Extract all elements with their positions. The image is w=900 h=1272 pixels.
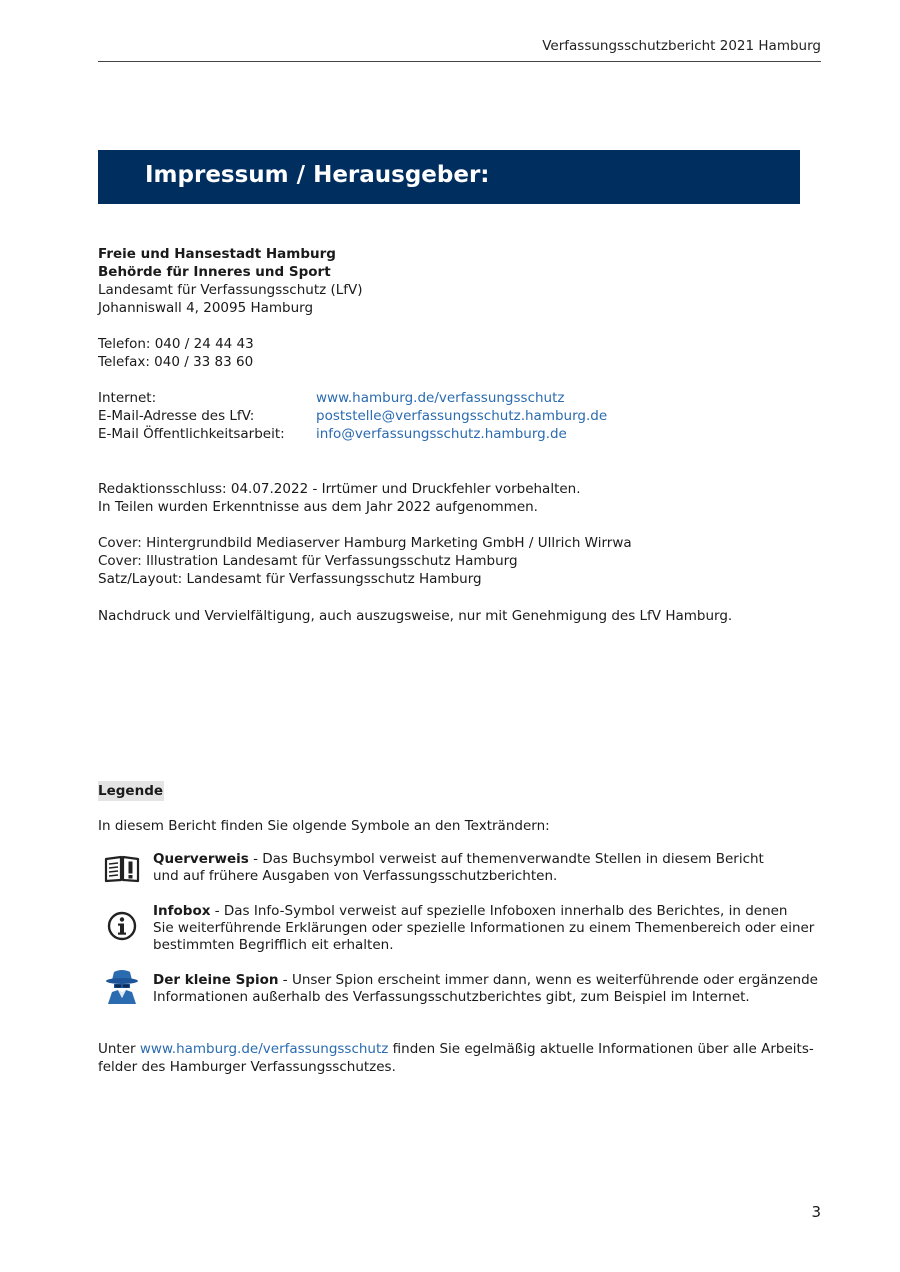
internet-link[interactable]: www.hamburg.de/verfassungsschutz: [316, 390, 565, 406]
reprint-text: Nachdruck und Vervielfältigung, auch auszugsweise, nur mit Genehmigung des LfV Hamburg.: [98, 608, 733, 624]
email-lfv-link[interactable]: poststelle@verfassungsschutz.hamburg.de: [316, 408, 608, 424]
contact-label: Internet:: [98, 390, 157, 406]
fax-number: Telefax: 040 / 33 83 60: [98, 354, 254, 370]
phone-number: Telefon: 040 / 24 44 43: [98, 336, 254, 352]
legend-heading: Legende: [98, 783, 164, 799]
phone-block: [98, 335, 254, 371]
reprint-notice: [98, 607, 732, 625]
legend-description: und auf frühere Ausgaben von Verfassungsschutzberichten.: [153, 868, 558, 884]
footer-text: felder des Hamburger Verfassungsschutzes.: [98, 1059, 396, 1075]
editorial-deadline: Redaktionsschluss: 04.07.2022 - Irrtümer und Druckfehler vorbehalten.: [98, 481, 581, 497]
editorial-note: In Teilen wurden Erkenntnisse aus dem Jahr 2022 aufgenommen.: [98, 499, 538, 515]
info-icon: [107, 911, 137, 945]
legend-intro: In diesem Bericht finden Sie olgende Symbole an den Texträndern:: [98, 818, 550, 834]
legend-description: Sie weiterführende Erklärungen oder spezielle Informationen zu einem Themenbereich oder einer: [153, 920, 815, 936]
spy-icon: [104, 968, 140, 1010]
contact-label: E-Mail Öffentlichkeitsarbeit:: [98, 426, 285, 442]
contact-row-internet: [98, 389, 798, 407]
credit-line: Cover: Hintergrundbild Mediaserver Hamburg Marketing GmbH / Ullrich Wirrwa: [98, 535, 632, 551]
legend-description: - Das Info-Symbol verweist auf spezielle Infoboxen innerhalb des Berichtes, in denen: [210, 903, 788, 919]
editorial-block: [98, 480, 581, 516]
contact-row-email-lfv: [98, 407, 798, 425]
email-pr-link[interactable]: info@verfassungsschutz.hamburg.de: [316, 426, 567, 442]
contact-list: [98, 389, 798, 443]
legend-description: Informationen außerhalb des Verfassungsschutzberichtes gibt, zum Beispiel im Internet.: [153, 989, 750, 1005]
legend-description: - Das Buchsymbol verweist auf themenverwandte Stellen in diesem Bericht: [248, 851, 764, 867]
publisher-address: Johanniswall 4, 20095 Hamburg: [98, 300, 314, 316]
contact-label: E-Mail-Adresse des LfV:: [98, 408, 255, 424]
legend-item-spion: [153, 972, 818, 1006]
header-rule: [98, 61, 821, 62]
page-number: 3: [811, 1203, 821, 1221]
legend-term: Querverweis: [153, 851, 249, 867]
credit-line: Satz/Layout: Landesamt für Verfassungsschutz Hamburg: [98, 571, 482, 587]
book-icon: [104, 855, 140, 887]
publisher-block: [98, 245, 363, 317]
publisher-office: Landesamt für Verfassungsschutz (LfV): [98, 282, 363, 298]
running-header: Verfassungsschutzbericht 2021 Hamburg: [542, 38, 821, 54]
footer-link[interactable]: www.hamburg.de/verfassungsschutz: [139, 1041, 389, 1057]
section-title: Impressum / Herausgeber:: [145, 162, 490, 188]
legend-item-querverweis: [153, 851, 764, 885]
section-banner: [98, 150, 800, 204]
legend-term: Der kleine Spion: [153, 972, 279, 988]
legend-term: Infobox: [153, 903, 211, 919]
legend-description: bestimmten Begrifflich eit erhalten.: [153, 937, 394, 953]
publisher-authority: Behörde für Inneres und Sport: [98, 264, 331, 280]
credits-block: [98, 534, 632, 588]
credit-line: Cover: Illustration Landesamt für Verfassungsschutz Hamburg: [98, 553, 518, 569]
contact-row-email-pr: [98, 425, 798, 443]
footer-text: finden Sie egelmäßig aktuelle Informationen über alle Arbeits-: [388, 1041, 814, 1057]
publisher-org: Freie und Hansestadt Hamburg: [98, 246, 336, 262]
legend-description: - Unser Spion erscheint immer dann, wenn es weiterführende oder ergänzende: [278, 972, 818, 988]
footer-text: Unter: [98, 1041, 140, 1057]
legend-item-infobox: [153, 903, 814, 954]
footer-paragraph: [98, 1040, 814, 1076]
